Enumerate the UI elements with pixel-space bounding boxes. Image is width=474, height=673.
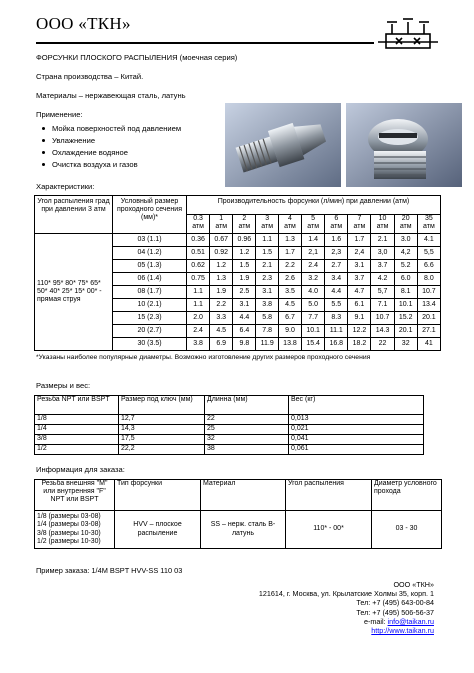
pressure-value: 2 bbox=[242, 215, 247, 222]
pressure-unit: атм bbox=[215, 223, 228, 231]
capacity-cell: 2,4 bbox=[348, 247, 371, 260]
capacity-cell: 3,0 bbox=[371, 247, 394, 260]
capacity-cell: 6.4 bbox=[233, 325, 256, 338]
email-link[interactable]: info@taikan.ru bbox=[387, 616, 434, 626]
capacity-cell: 4.5 bbox=[278, 299, 301, 312]
capacity-cell: 5,7 bbox=[371, 286, 394, 299]
pressure-value: 0.3 bbox=[193, 215, 203, 222]
sizes-cell: 38 bbox=[205, 445, 289, 455]
pressure-unit: атм bbox=[192, 223, 204, 231]
capacity-cell: 3.4 bbox=[325, 273, 348, 286]
pressure-header-cell bbox=[233, 215, 256, 234]
sizes-cell: 32 bbox=[205, 435, 289, 445]
diameter-footnote: *Указаны наиболее популярные диаметры. Возможно изготовление других размеров проходного сечения bbox=[36, 354, 371, 361]
capacity-cell: 2.2 bbox=[278, 260, 301, 273]
capacity-cell: 1.3 bbox=[278, 234, 301, 247]
capacity-cell: 4.7 bbox=[348, 286, 371, 299]
sizes-header-length: Длинна (мм) bbox=[205, 396, 289, 415]
nozzle-photo-front bbox=[346, 103, 462, 187]
capacity-cell: 2.4 bbox=[302, 260, 325, 273]
capacity-cell: 41 bbox=[417, 338, 440, 351]
capacity-cell: 1.9 bbox=[210, 286, 233, 299]
list-item: Мойка поверхностей под давлением bbox=[36, 124, 181, 133]
pressure-value: 20 bbox=[401, 215, 410, 222]
angle-header: Угол распыления град при давлении 3 атм bbox=[35, 196, 113, 234]
sizes-cell: 3/8 bbox=[35, 435, 119, 445]
capacity-cell: 10.1 bbox=[302, 325, 325, 338]
footer-contacts bbox=[259, 580, 434, 635]
pressure-value: 35 bbox=[424, 215, 433, 222]
capacity-cell: 8.3 bbox=[325, 312, 348, 325]
capacity-cell: 22 bbox=[371, 338, 394, 351]
pressure-value: 1 bbox=[219, 215, 224, 222]
materials-line: Материалы – нержавеющая сталь, латунь bbox=[36, 91, 186, 100]
characteristics-title: Характеристики: bbox=[36, 182, 95, 191]
pressure-value: 7 bbox=[357, 215, 362, 222]
website-link[interactable]: http://www.taikan.ru bbox=[371, 626, 434, 636]
capacity-cell: 10.7 bbox=[417, 286, 440, 299]
capacity-cell: 13.4 bbox=[417, 299, 440, 312]
order-material-cell: SS – нерж. сталь B- латунь bbox=[201, 511, 286, 549]
capacity-cell: 6.9 bbox=[210, 338, 233, 351]
order-header-type: Тип форсунки bbox=[115, 480, 201, 511]
capacity-cell: 3.8 bbox=[187, 338, 210, 351]
capacity-cell: 5,5 bbox=[417, 247, 440, 260]
sizes-header-weight: Вес (кг) bbox=[289, 396, 424, 415]
footer-phone: Тел: +7 (495) 643-00-84 bbox=[356, 598, 434, 608]
capacity-cell: 0.36 bbox=[187, 234, 210, 247]
table-row bbox=[35, 234, 441, 247]
capacity-cell: 1.7 bbox=[348, 234, 371, 247]
capacity-cell: 8.1 bbox=[394, 286, 417, 299]
sizes-title: Размеры и вес: bbox=[36, 381, 91, 390]
capacity-cell: 1.1 bbox=[187, 286, 210, 299]
pressure-header-cell bbox=[302, 215, 325, 234]
capacity-cell: 15.4 bbox=[302, 338, 325, 351]
capacity-cell: 3.1 bbox=[233, 299, 256, 312]
pressure-unit: атм bbox=[307, 223, 320, 231]
sizes-cell: 0,061 bbox=[289, 445, 424, 455]
capacity-cell: 2,1 bbox=[302, 247, 325, 260]
capacity-cell: 6.0 bbox=[394, 273, 417, 286]
capacity-cell: 5.0 bbox=[302, 299, 325, 312]
size-cell: 05 (1.3) bbox=[113, 260, 187, 273]
manifold-valve-logo bbox=[378, 16, 438, 50]
size-cell: 06 (1.4) bbox=[113, 273, 187, 286]
capacity-cell: 32 bbox=[394, 338, 417, 351]
capacity-cell: 3.3 bbox=[210, 312, 233, 325]
sizes-cell: 17,5 bbox=[119, 435, 205, 445]
table-row bbox=[35, 415, 424, 425]
size-cell: 30 (3.5) bbox=[113, 338, 187, 351]
capacity-cell: 2.2 bbox=[210, 299, 233, 312]
capacity-cell: 10.1 bbox=[394, 299, 417, 312]
pressure-value: 10 bbox=[378, 215, 387, 222]
order-type-cell: HVV – плоское распыление bbox=[115, 511, 201, 549]
sizes-cell: 14,3 bbox=[119, 425, 205, 435]
capacity-cell: 4.5 bbox=[210, 325, 233, 338]
pressure-header-cell bbox=[325, 215, 348, 234]
email-label: e-mail: bbox=[363, 616, 388, 626]
capacity-cell: 1.3 bbox=[210, 273, 233, 286]
pressure-header-cell bbox=[417, 215, 440, 234]
capacity-cell: 6.7 bbox=[278, 312, 301, 325]
pressure-header-cell bbox=[210, 215, 233, 234]
nozzle-photo-side bbox=[225, 103, 341, 187]
capacity-cell: 6.6 bbox=[417, 260, 440, 273]
order-diameter-cell: 03 - 30 bbox=[372, 511, 442, 549]
pressure-value: 6 bbox=[334, 215, 339, 222]
capacity-cell: 16.8 bbox=[325, 338, 348, 351]
footer-phone: Тел: +7 (495) 506-56-37 bbox=[356, 607, 434, 617]
capacity-cell: 1.4 bbox=[302, 234, 325, 247]
pressure-unit: атм bbox=[330, 223, 343, 231]
pressure-unit: атм bbox=[353, 223, 366, 231]
capacity-cell: 0.67 bbox=[210, 234, 233, 247]
capacity-cell: 14.3 bbox=[371, 325, 394, 338]
capacity-cell: 6.1 bbox=[348, 299, 371, 312]
capacity-cell: 1.5 bbox=[256, 247, 279, 260]
capacity-cell: 2.5 bbox=[233, 286, 256, 299]
size-cell: 04 (1.2) bbox=[113, 247, 187, 260]
capacity-cell: 10.7 bbox=[371, 312, 394, 325]
pressure-header-cell bbox=[278, 215, 301, 234]
pressure-value: 4 bbox=[288, 215, 292, 222]
capacity-cell: 4.0 bbox=[302, 286, 325, 299]
pressure-value: 5 bbox=[311, 215, 316, 222]
pressure-unit: атм bbox=[238, 223, 251, 231]
sizes-cell: 0,021 bbox=[289, 425, 424, 435]
order-header-diameter: Диаметр условного прохода bbox=[372, 480, 442, 511]
footer-address: 121614, г. Москва, ул. Крылатские Холмы 35, корп. 1 bbox=[258, 589, 434, 599]
capacity-cell: 18.2 bbox=[348, 338, 371, 351]
size-cell: 15 (2.3) bbox=[113, 312, 187, 325]
pressure-unit: атм bbox=[284, 223, 296, 231]
capacity-cell: 15.2 bbox=[394, 312, 417, 325]
sizes-cell: 22 bbox=[205, 415, 289, 425]
list-item: Очистка воздуха и газов bbox=[36, 160, 181, 169]
capacity-cell: 11.9 bbox=[256, 338, 279, 351]
capacity-cell: 2.1 bbox=[371, 234, 394, 247]
capacity-cell: 1.1 bbox=[256, 234, 279, 247]
capacity-cell: 3.2 bbox=[302, 273, 325, 286]
size-cell: 03 (1.1) bbox=[113, 234, 187, 247]
capacity-cell: 4.4 bbox=[233, 312, 256, 325]
sizes-cell: 12,7 bbox=[119, 415, 205, 425]
applications-title: Применение: bbox=[36, 110, 83, 119]
capacity-cell: 4.2 bbox=[371, 273, 394, 286]
capacity-table bbox=[34, 195, 441, 351]
capacity-cell: 0.75 bbox=[187, 273, 210, 286]
table-row bbox=[35, 435, 424, 445]
capacity-cell: 5.8 bbox=[256, 312, 279, 325]
sizes-header-wrench: Размер под ключ (мм) bbox=[119, 396, 205, 415]
list-item: Охлаждение водяное bbox=[36, 148, 181, 157]
capacity-cell: 1.7 bbox=[278, 247, 301, 260]
company-title: ООО «ТКН» bbox=[36, 14, 131, 33]
pressure-header-cell bbox=[256, 215, 279, 234]
size-cell: 10 (2.1) bbox=[113, 299, 187, 312]
pressure-unit: атм bbox=[261, 223, 274, 231]
capacity-cell: 1.1 bbox=[187, 299, 210, 312]
capacity-cell: 4.4 bbox=[325, 286, 348, 299]
pressure-header-cell bbox=[394, 215, 417, 234]
pressure-value: 3 bbox=[265, 215, 270, 222]
capacity-cell: 9.0 bbox=[278, 325, 301, 338]
capacity-cell: 1.9 bbox=[233, 273, 256, 286]
capacity-cell: 4,2 bbox=[394, 247, 417, 260]
size-cell: 08 (1.7) bbox=[113, 286, 187, 299]
country-line: Страна производства – Китай. bbox=[36, 72, 144, 81]
header-rule bbox=[36, 42, 374, 44]
capacity-cell: 2.4 bbox=[187, 325, 210, 338]
capacity-cell: 3.7 bbox=[371, 260, 394, 273]
pressure-unit: атм bbox=[376, 223, 389, 231]
sizes-cell: 1/8 bbox=[35, 415, 119, 425]
footer-company: ООО «ТКН» bbox=[393, 580, 434, 589]
order-header-thread: Резьба внешняя "M" или внутренняя "F" NPT или BSPT bbox=[35, 480, 115, 511]
thread-option: 1/4 (размеры 03-08) bbox=[37, 521, 101, 529]
capacity-cell: 0.51 bbox=[187, 247, 210, 260]
capacity-cell: 13.8 bbox=[278, 338, 301, 351]
order-threads-cell bbox=[35, 511, 115, 549]
capacity-cell: 8.0 bbox=[417, 273, 440, 286]
applications-list bbox=[36, 124, 181, 172]
capacity-cell: 7.1 bbox=[371, 299, 394, 312]
capacity-cell: 7.7 bbox=[302, 312, 325, 325]
sizes-cell: 0,041 bbox=[289, 435, 424, 445]
pressure-header-cell bbox=[187, 215, 210, 234]
capacity-cell: 20.1 bbox=[417, 312, 440, 325]
capacity-cell: 1.6 bbox=[325, 234, 348, 247]
thread-option: 3/8 (размеры 10-30) bbox=[37, 529, 101, 537]
sizes-cell: 22,2 bbox=[119, 445, 205, 455]
capacity-cell: 0.62 bbox=[187, 260, 210, 273]
diameter-header: Условный размер проходного сечения (мм)* bbox=[113, 196, 187, 234]
capacity-cell: 3.7 bbox=[348, 273, 371, 286]
capacity-cell: 27.1 bbox=[417, 325, 440, 338]
pressure-unit: атм bbox=[399, 223, 412, 231]
sizes-cell: 1/4 bbox=[35, 425, 119, 435]
capacity-cell: 3.8 bbox=[256, 299, 279, 312]
sizes-cell: 25 bbox=[205, 425, 289, 435]
capacity-cell: 12.2 bbox=[348, 325, 371, 338]
capacity-cell: 1.2 bbox=[210, 260, 233, 273]
order-angle-cell: 110* - 00* bbox=[286, 511, 372, 549]
order-header-angle: Угол распыления bbox=[286, 480, 372, 511]
capacity-cell: 9.8 bbox=[233, 338, 256, 351]
capacity-cell: 2.7 bbox=[325, 260, 348, 273]
capacity-cell: 2.1 bbox=[256, 260, 279, 273]
order-info-title: Информация для заказа: bbox=[36, 465, 125, 474]
sizes-cell: 0,013 bbox=[289, 415, 424, 425]
capacity-cell: 3.1 bbox=[256, 286, 279, 299]
capacity-cell: 0.96 bbox=[233, 234, 256, 247]
capacity-cell: 2,3 bbox=[325, 247, 348, 260]
sizes-cell: 1/2 bbox=[35, 445, 119, 455]
pressure-header-cell bbox=[348, 215, 371, 234]
pressure-header-cell bbox=[371, 215, 394, 234]
thread-option: 1/8 (размеры 03-08) bbox=[37, 512, 101, 520]
pressure-unit: атм bbox=[423, 223, 435, 231]
order-header-material: Материал bbox=[201, 480, 286, 511]
angle-cell: 110* 95* 80* 75* 65* 50* 40* 25* 15* 00* - прямая струя bbox=[35, 234, 113, 351]
capacity-cell: 11.1 bbox=[325, 325, 348, 338]
capacity-cell: 5.5 bbox=[325, 299, 348, 312]
capacity-cell: 0.92 bbox=[210, 247, 233, 260]
capacity-cell: 1.2 bbox=[233, 247, 256, 260]
capacity-cell: 2.6 bbox=[278, 273, 301, 286]
order-table bbox=[34, 479, 442, 549]
thread-option: 1/2 (размеры 10-30) bbox=[37, 537, 101, 545]
table-row bbox=[35, 425, 424, 435]
capacity-cell: 3.5 bbox=[278, 286, 301, 299]
capacity-cell: 3.1 bbox=[348, 260, 371, 273]
capacity-cell: 3.0 bbox=[394, 234, 417, 247]
capacity-cell: 2.3 bbox=[256, 273, 279, 286]
product-subtitle: ФОРСУНКИ ПЛОСКОГО РАСПЫЛЕНИЯ (моечная серия) bbox=[36, 53, 238, 62]
capacity-cell: 9.1 bbox=[348, 312, 371, 325]
sizes-table bbox=[34, 395, 424, 455]
capacity-cell: 7.8 bbox=[256, 325, 279, 338]
table-row bbox=[35, 445, 424, 455]
list-item: Увлажнение bbox=[36, 136, 181, 145]
capacity-cell: 4.1 bbox=[417, 234, 440, 247]
capacity-cell: 2.0 bbox=[187, 312, 210, 325]
capacity-cell: 5.2 bbox=[394, 260, 417, 273]
order-example: Пример заказа: 1/4M BSPT HVV-SS 110 03 bbox=[36, 566, 183, 575]
capacity-header: Производительность форсунки (л/мин) при давлении (атм) bbox=[187, 196, 441, 215]
size-cell: 20 (2.7) bbox=[113, 325, 187, 338]
sizes-header-thread: Резьба NPT или BSPT bbox=[35, 396, 119, 415]
capacity-cell: 20.1 bbox=[394, 325, 417, 338]
footer-email-line bbox=[259, 617, 434, 626]
capacity-cell: 1.5 bbox=[233, 260, 256, 273]
